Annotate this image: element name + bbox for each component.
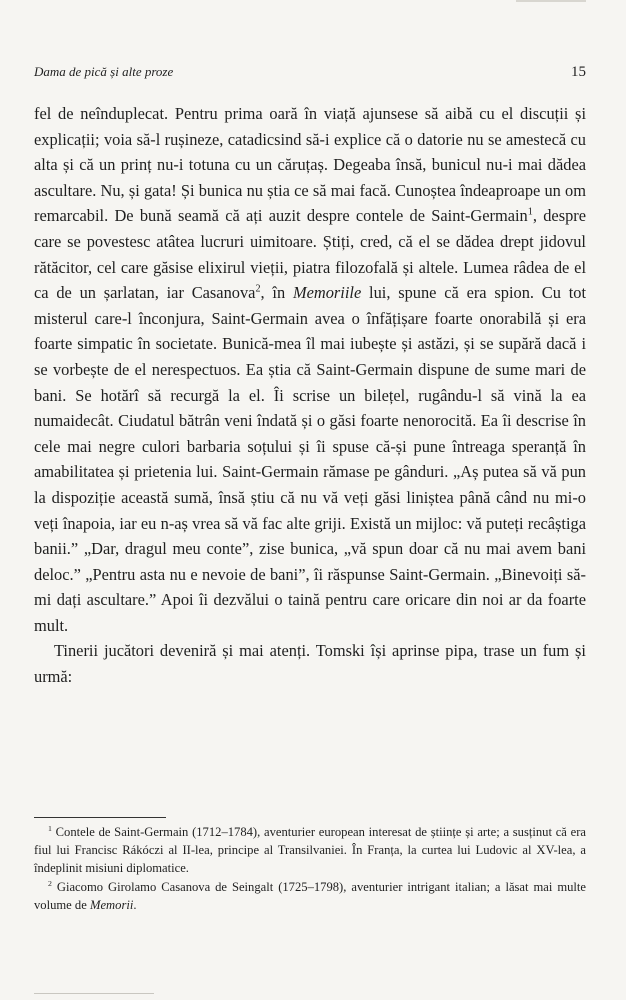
footnote-2-text: Giacomo Girolamo Casanova de Seingalt (1725–1798), aventurier intrigant italian; a lăsat mai multe volume de: [34, 879, 586, 912]
paragraph-1-part-d: lui, spune că era spion. Cu tot misterul care-l înconjura, Saint-Germain avea o înfățișare foarte onorabilă și era foarte simpatic în societate. Bunică-mea îl mai iubește și astăzi, și se supără dacă i se vorbește de el nerespectuos. Ea știa că Saint-Germain dispune de sume mari de bani. Se hotărî să recurgă la el. Îi scrise un bilețel, rugându-l să vină la ea numaidecât. Ciudatul bătrân veni îndată și o găsi foarte nenorocită. Ea îi descrise în cele mai negre culori barbaria soțului și îi spuse că-și pune întreaga speranță în amabilitatea și prietenia lui. Saint-Germain rămase pe gânduri. „Aș putea să vă pun la dispoziție această sumă, însă știu că nu vă veți găsi liniștea până când nu mi-o veți înapoia, iar eu n-aș vrea să vă fac alte griji. Există un mijloc: vă puteți recâștiga banii.” „Dar, dragul meu conte”, zise bunica, „vă spun doar că nu mai avem bani deloc.” „Pentru asta nu e nevoie de bani”, îi răspunse Saint-Germain. „Binevoiți să-mi dați ascultare.” Apoi îi dezvălui o taină pentru care oricare din noi ar da foarte mult.: [34, 283, 586, 635]
footnote-number-2: 2: [48, 878, 52, 888]
footnotes: [34, 823, 586, 914]
top-edge-rule: [516, 0, 586, 2]
body-text: [34, 101, 586, 690]
paragraph-1-part-b: , despre care se povestesc atâtea lucruri uimitoare. Știți, cred, că el se dădea drept jidovul rătăcitor, cel care găsise elixirul vieții, piatra filozofală și altele. Lumea râdea de el ca de un șarlatan, iar Casanova: [34, 206, 586, 303]
footnote-separator: [34, 817, 166, 818]
footnote-ref-1: 1: [527, 206, 533, 218]
footnote-2: [34, 878, 586, 914]
footnote-2-italic: Memorii: [89, 897, 134, 912]
page-header: [34, 64, 586, 81]
footnote-2-end: .: [133, 897, 137, 912]
footnote-ref-2: 2: [255, 283, 261, 295]
running-title: Dama de pică și alte proze: [34, 64, 174, 79]
bottom-edge-rule: [34, 993, 154, 994]
paragraph-1: [34, 101, 586, 638]
footnote-1-text: Contele de Saint-Germain (1712–1784), aventurier european interesat de științe și arte; a susținut că era fiul lui Francisc Rákóczi al II-lea, principe al Transilvaniei. În Franța, la curtea lui Ludovic al XV-lea, a îndeplinit misiuni diplomatice.: [34, 825, 586, 876]
memoirs-title: Memoriile: [292, 283, 362, 303]
footnote-1: [34, 823, 586, 878]
footnote-number-1: 1: [48, 823, 52, 833]
paragraph-1-part-c: , în: [260, 283, 293, 303]
paragraph-1-part-a: fel de neînduplecat. Pentru prima oară în viață ajunsese să aibă cu el discuții și explicații; voia să-l rușineze, catadicsind să-i explice că o datorie nu se amestecă cu alta și că un prinț nu-i totuna cu un căruțaș. Degeaba însă, bunicul nu-i mai dădea ascultare. Nu, și gata! Și bunica nu știa ce să mai facă. Cunoștea îndeaproape un om remarcabil. De bună seamă că ați auzit despre contele de Saint-Germain: [34, 104, 586, 226]
page-number: 15: [571, 64, 586, 80]
paragraph-2: Tinerii jucători deveniră și mai atenți. Tomski își aprinse pipa, trase un fum și urmă:: [34, 641, 586, 687]
